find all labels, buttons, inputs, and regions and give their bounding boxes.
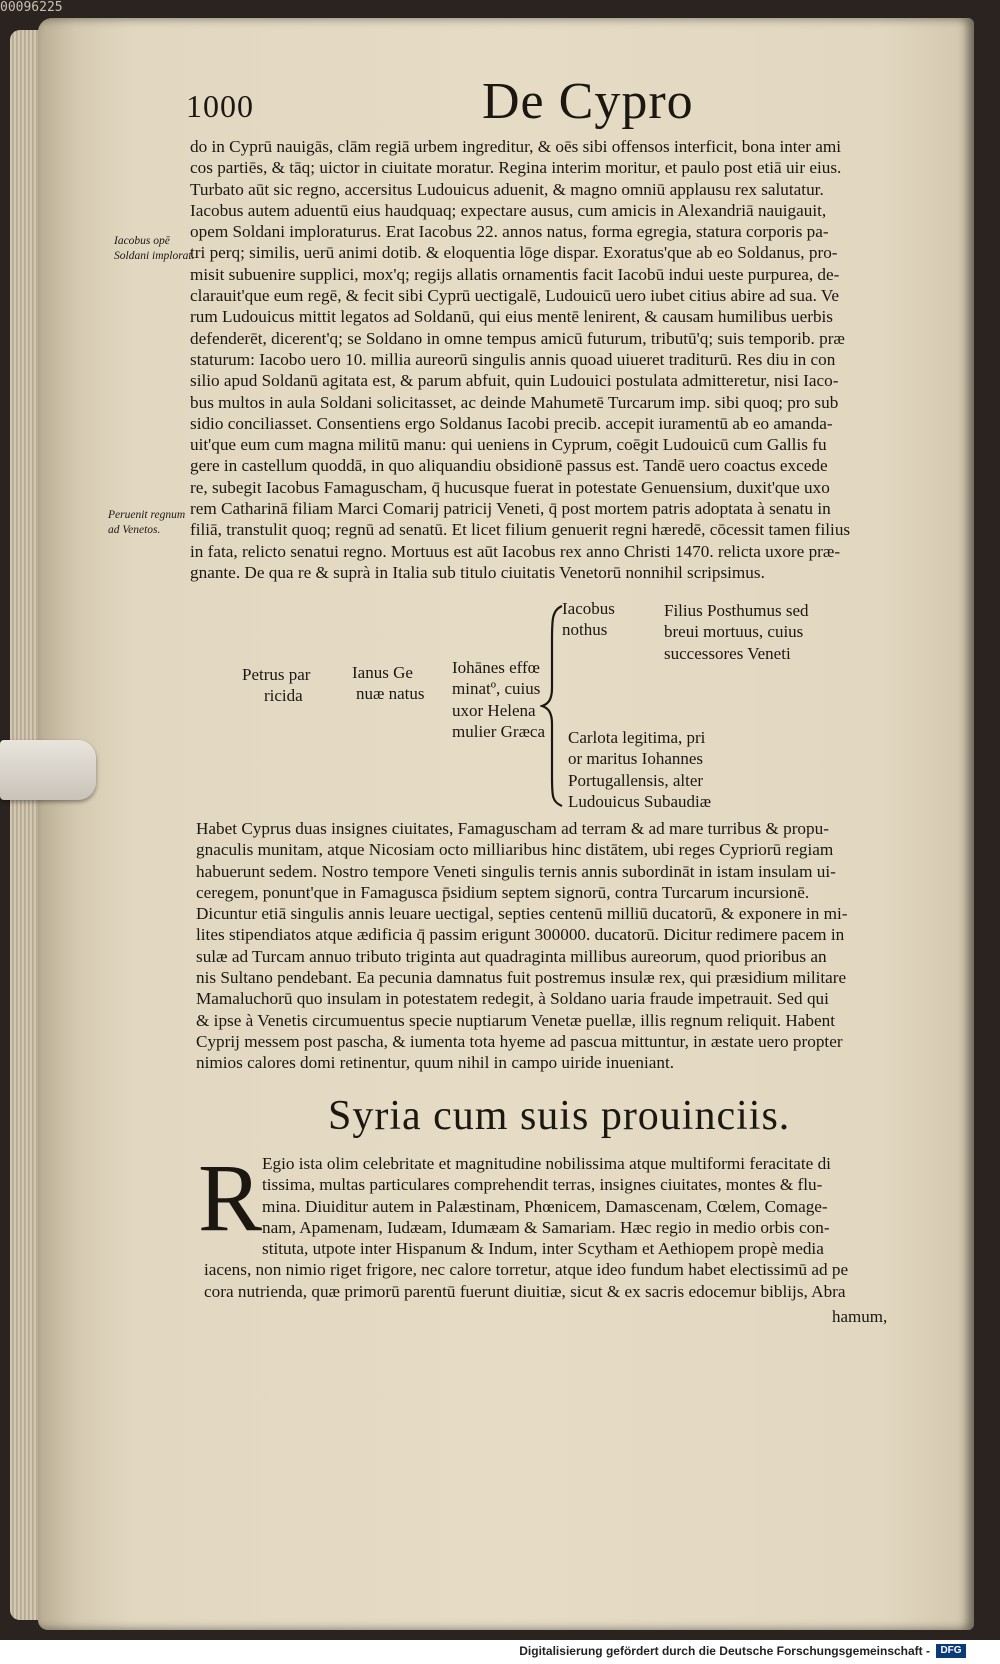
folio-number: 1000 xyxy=(186,88,254,124)
genealogy-petrus xyxy=(242,664,310,707)
genealogy-line: nothus xyxy=(562,620,608,640)
text-line: re, subegit Iacobus Famaguscham, q̄ hucusque fuerat in potestate Genuensium, duxit'que uxo xyxy=(190,477,830,497)
text-line: uit'que eum cum magna militū manu: qui ueniens in Cyprum, coēgit Ludouicū cum Gallis fu xyxy=(190,435,827,455)
text-line: defenderēt, dicerent'q; se Soldano in omne tempus amicū futurum, tributū'q; suis temporib. præ xyxy=(190,328,845,348)
text-line: rem Catharinā filiam Marci Comarij patricij Veneti, q̄ post mortem patris adoptata à senatu in xyxy=(190,499,831,519)
genealogy-line: nuæ natus xyxy=(356,684,425,704)
text-line: Iacobus autem aduentū eius haudquaq; expectare ausus, cum amicis in Alexandriā nauigauit, xyxy=(190,200,827,220)
genealogy-line: uxor Helena xyxy=(452,700,536,720)
text-line: iacens, non nimio riget frigore, nec calore torretur, atque ideo fundum habet electissimū ad pe xyxy=(204,1260,849,1280)
text-line: gere in castellum quoddā, in quo aliquandiu obsidionē passus est. Tandē uero coactus excede xyxy=(190,456,828,476)
text-line: tri perq; similis, uerū animi dotib. & eloquentia lōge dispar. Exoratus'que ab eo Soldanus, pro- xyxy=(190,243,838,263)
catchword: hamum, xyxy=(832,1307,888,1326)
genealogy-ianus xyxy=(352,662,424,705)
genealogy-line: ricida xyxy=(264,686,303,706)
text-line: sulæ ad Turcam annuo tributo triginta aut quadraginta millibus aureorum, quod prioribus an xyxy=(196,946,827,966)
scan-id: 00096225 xyxy=(0,0,63,15)
bookmark-strip xyxy=(0,740,96,800)
text-line: ceregem, ponunt'que in Famagusca p̄sidium septem signorū, contra Turcarum incursionē. xyxy=(196,882,810,902)
text-line: & ipse à Venetis circumuentus specie nuptiarum Venetæ puellæ, illis regnum reliquit. Habent xyxy=(196,1010,835,1030)
text-line: filiā, transtulit quoq; regnū ad senatū. Et licet filium genuerit regni hæredē, cōcessit tamen filius xyxy=(190,520,851,540)
text-line: nis Sultano pendebant. Ea pecunia damnatus fuit postremus insulæ rex, qui præsidium militare xyxy=(196,968,847,988)
text-line: silio apud Soldanū agitata est, & parum abfuit, quin Ludouici postulata admitteretur, nisi Iaco- xyxy=(190,371,839,391)
text-line: Habet Cyprus duas insignes ciuitates, Famaguscham ad terram & ad mare turribus & propu- xyxy=(196,819,829,838)
text-line: habuerunt sedem. Nostro tempore Veneti singulis ternis annis subordināt in istam insulam ui- xyxy=(196,861,836,881)
genealogy-line: mulier Græca xyxy=(452,721,545,741)
genealogy-carlota xyxy=(568,727,711,812)
text-line: nam, Apamenam, Iudæam, Idumæam & Samariam. Hæc regio in medio orbis con- xyxy=(262,1217,830,1237)
marginal-note-2: Peruenit regnum ad Venetos. xyxy=(108,509,186,536)
text-line: opem Soldani imploraturus. Erat Iacobus 22. annos natus, forma egregia, statura corporis pa- xyxy=(190,222,829,242)
text-line: Mamaluchorū quo insulam in potestatem redegit, à Soldano uaria fraude impetrauit. Sed qui xyxy=(196,989,829,1009)
text-line: stituta, utpote inter Hispanum & Indum, inter Scytham et Aethiopem propè media xyxy=(262,1239,824,1259)
text-line: Turbato aūt sic regno, accersitus Ludouicus aduenit, & magno omniū applausu rex salutatur. xyxy=(190,179,824,199)
text-line: rum Ludouicus mittit legatos ad Soldanū, qui eius mentē lenirent, & causam humilibus uerbis xyxy=(190,307,833,327)
genealogy-line: Ludouicus Subaudiæ xyxy=(568,791,712,811)
text-line: mina. Diuiditur autem in Palæstinam, Phœnicem, Damascenam, Cœlem, Comage- xyxy=(262,1196,828,1216)
genealogy-line: breui mortuus, cuius xyxy=(664,622,804,642)
genealogy-iacobus-note xyxy=(664,600,809,664)
text-line: tissima, multas particulares comprehendit terras, insignes ciuitates, montes & flu- xyxy=(262,1175,823,1195)
genealogy-line: Filius Posthumus sed xyxy=(664,601,809,620)
genealogy-line: Iohānes effœ xyxy=(452,658,540,677)
genealogy-iacobus xyxy=(562,598,615,641)
genealogy-line: Iacobus xyxy=(562,599,615,618)
text-line: gnaculis munitam, atque Nicosiam octo milliaribus hinc distātem, ubi reges Cypriorū regiam xyxy=(196,840,834,860)
body-text-syria xyxy=(204,1153,892,1302)
footer-credit: Digitalisierung gefördert durch die Deutsche Forschungsgemeinschaft - xyxy=(519,1644,930,1658)
genealogy-line: minatº, cuius xyxy=(452,679,541,699)
text-line: lites stipendiatos atque ædificia q̄ passim erigunt 300000. ducatorū. Dicitur redimere pacem in xyxy=(196,925,845,945)
marginal-note-1: Iacobus opē Soldani implorat. xyxy=(114,235,195,262)
section-title: Syria cum suis prouinciis. xyxy=(328,1093,791,1139)
body-text-cyprus xyxy=(190,136,890,583)
text-line: cos partiēs, & tāq; uictor in ciuitate moratur. Regina interim moritur, et paulo post etiā uir eius. xyxy=(190,158,842,178)
body-text-cities xyxy=(196,818,896,1074)
text-line: cora nutrienda, quæ primorū parentū fuerunt diuitiæ, sicut & ex sacris edocemur biblijs, Abra xyxy=(204,1281,846,1301)
text-line: misit subuenire supplici, mox'q; regijs allatis ornamentis facit Iacobū indui ueste purpurea, de- xyxy=(190,264,840,284)
text-line: Dicuntur etiā singulis annis leuare uectigal, septies centenū milliū ducatorū, & exponere in mi- xyxy=(196,904,848,924)
text-line: sidio conciliasset. Consentiens ergo Soldanus Iacobi precib. accepit iuramentū ab eo amanda- xyxy=(190,413,833,433)
text-line: clarauit'que eum regē, & fecit sibi Cyprū uectigalē, Ludouicū uero iubet citius abire ad sua. Ve xyxy=(190,286,840,306)
text-line: Egio ista olim celebritate et magnitudine nobilissima atque multiformi feracitate di xyxy=(262,1154,831,1173)
text-line: Cyprij messem post pascha, & iumenta tota hyeme ad pascua mittuntur, in æstate uero propter xyxy=(196,1031,843,1051)
text-line: staturum: Iacobo uero 10. millia aureorū singulis annis quoad uiueret traditurū. Res diu in con xyxy=(190,349,836,369)
genealogy-line: Ianus Ge xyxy=(352,663,413,682)
text-line: in fata, relicto senatui regno. Mortuus est aūt Iacobus rex anno Christi 1470. relicta uxore præ- xyxy=(190,541,841,561)
text-line: gnante. De qua re & suprà in Italia sub titulo ciuitatis Venetorū nonnihil scripsimus. xyxy=(190,562,765,582)
text-line: nimios calores domi retinentur, quum nihil in campo uiride inueniant. xyxy=(196,1053,675,1073)
genealogy-line: Petrus par xyxy=(242,665,311,684)
genealogy-line: Portugallensis, alter xyxy=(568,770,704,790)
drop-cap: R xyxy=(198,1144,263,1251)
dfg-logo: DFG xyxy=(936,1644,966,1658)
text-line: bus multos in aula Soldani solicitasset, ac deinde Mahumetē Turcarum imp. sibi quoq; pro sub xyxy=(190,392,839,412)
text-line: do in Cyprū nauigās, clām regiā urbem ingreditur, & oēs sibi offensos interficit, bona inter ami xyxy=(190,137,842,156)
genealogy-line: Carlota legitima, pri xyxy=(568,728,706,747)
genealogy-line: or maritus Iohannes xyxy=(568,749,704,769)
genealogy-line: successores Veneti xyxy=(664,643,791,663)
genealogy-iohannes xyxy=(452,657,545,742)
running-head: De Cypro xyxy=(482,73,694,130)
